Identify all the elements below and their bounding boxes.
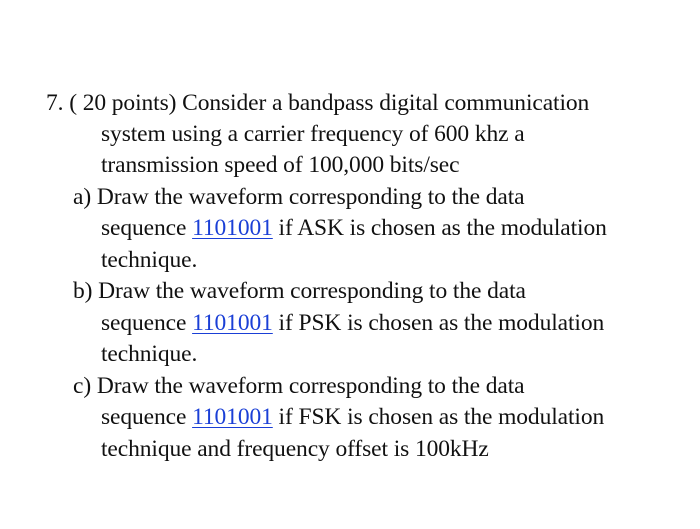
part-c-line-1: c) Draw the waveform corresponding to the data [73, 373, 525, 399]
part-a-sequence-link[interactable]: 1101001 [192, 215, 273, 241]
part-a-sequence-prefix: sequence [101, 215, 193, 241]
question-line-3: transmission speed of 100,000 bits/sec [101, 152, 460, 178]
part-b-line-2 [101, 308, 604, 338]
part-c-sequence-link[interactable]: 1101001 [192, 404, 273, 430]
part-a-line-2 [101, 213, 607, 243]
part-c-line-3: technique and frequency offset is 100kHz [101, 436, 489, 462]
part-b-line-1: b) Draw the waveform corresponding to the data [73, 278, 526, 304]
part-a-line-3: technique. [101, 247, 198, 273]
question-heading: 7. ( 20 points) Consider a bandpass digital communication [46, 90, 590, 116]
part-b-sequence-suffix: if PSK is chosen as the modulation [272, 310, 605, 336]
part-a-sequence-suffix: if ASK is chosen as the modulation [272, 215, 607, 241]
part-b-line-3: technique. [101, 341, 198, 367]
part-b-sequence-link[interactable]: 1101001 [192, 310, 273, 336]
part-c-sequence-prefix: sequence [101, 404, 193, 430]
part-a-line-1: a) Draw the waveform corresponding to the data [73, 184, 525, 210]
part-c-sequence-suffix: if FSK is chosen as the modulation [272, 404, 605, 430]
part-c-line-2 [101, 402, 604, 432]
question-line-2: system using a carrier frequency of 600 khz a [101, 121, 525, 147]
part-b-sequence-prefix: sequence [101, 310, 193, 336]
